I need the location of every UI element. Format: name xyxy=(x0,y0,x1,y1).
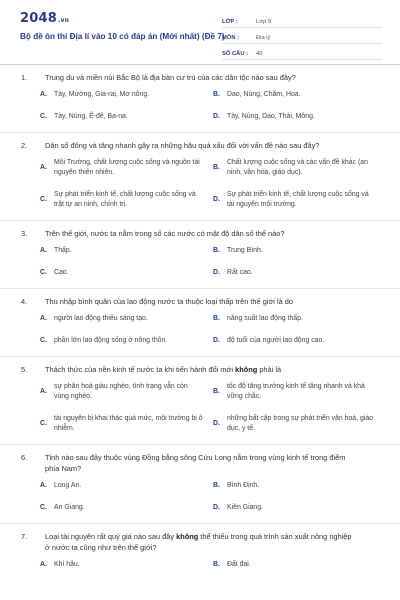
option-letter: C. xyxy=(40,420,47,427)
question-line xyxy=(0,364,400,375)
answer-option[interactable] xyxy=(40,336,213,346)
question-divider xyxy=(0,523,400,524)
answer-option[interactable] xyxy=(213,268,386,278)
meta-row-subject xyxy=(222,28,382,44)
answer-options xyxy=(40,560,400,570)
option-text: độ tuổi của người lao động cao. xyxy=(227,337,325,344)
option-text: Tày, Nùng, Ê-đê, Ba-na. xyxy=(54,113,128,120)
question-divider xyxy=(0,132,400,133)
option-text: người lao động thiếu sáng tạo. xyxy=(54,315,148,322)
meta-row-count xyxy=(222,44,382,60)
answer-option[interactable] xyxy=(40,158,213,178)
question-line xyxy=(0,452,400,474)
option-text: tốc độ tăng trưởng kinh tế tăng nhanh và khá vững chắc. xyxy=(227,383,365,400)
page-title: Bộ đề ôn thi Địa lí vào 10 có đáp án (Mới nhất) (Đề 7) xyxy=(20,32,225,41)
answer-option[interactable] xyxy=(213,246,386,256)
exam-meta xyxy=(222,12,382,60)
option-letter: A. xyxy=(40,164,47,171)
option-letter: D. xyxy=(213,504,220,511)
option-text: Trung Bình. xyxy=(227,247,263,254)
question-divider xyxy=(0,356,400,357)
question-line xyxy=(0,296,400,307)
meta-value: Lớp 9 xyxy=(256,19,272,25)
answer-option[interactable] xyxy=(40,503,213,513)
answer-option[interactable] xyxy=(40,560,213,570)
answer-options xyxy=(40,481,400,513)
question-text-part: phải là xyxy=(257,365,282,374)
option-letter: B. xyxy=(213,482,220,489)
answer-option[interactable] xyxy=(213,560,386,570)
option-text: Khí hậu. xyxy=(54,561,80,568)
question-number: 1. xyxy=(21,73,28,82)
answer-option[interactable] xyxy=(40,481,213,491)
option-text: An Giang. xyxy=(54,504,85,511)
answer-option[interactable] xyxy=(213,336,386,346)
answer-option[interactable] xyxy=(213,503,386,513)
option-text: Môi Trường, chất lượng cuộc sống và nguồn tài nguyên thiên nhiên. xyxy=(54,159,200,176)
question-text xyxy=(45,531,355,553)
option-text: phần lớn lao động sống ở nông thôn. xyxy=(54,337,168,344)
answer-option[interactable] xyxy=(213,481,386,491)
meta-label: SỐ CÂU : xyxy=(222,51,249,57)
option-text: những bất cập trong sự phát triển văn hoá, giáo dục, y tế. xyxy=(227,415,373,432)
answer-option[interactable] xyxy=(213,158,386,178)
logo-suffix: .vn xyxy=(57,17,70,24)
question-line xyxy=(0,140,400,151)
question-text-part: Thách thức của nền kinh tế nước ta khi tiến hành đổi mới xyxy=(45,365,236,374)
answer-option[interactable] xyxy=(213,414,386,434)
question-6 xyxy=(0,452,400,524)
question-text-part: thể thiếu trong quá trình sản xuất nông nghiệp ở nước ta cũng như trên thế giới? xyxy=(45,532,352,552)
answer-options xyxy=(40,314,400,346)
site-logo[interactable] xyxy=(20,11,69,26)
option-letter: B. xyxy=(213,315,220,322)
answer-option[interactable] xyxy=(40,112,213,122)
option-letter: A. xyxy=(40,91,47,98)
question-2 xyxy=(0,140,400,221)
option-text: Sự phát triển kinh tế, chất lượng cuộc sống và tài nguyên môi trường. xyxy=(227,191,369,208)
option-text: Tày, Nùng, Dao, Thái, Mông. xyxy=(227,113,315,120)
question-emphasis: không xyxy=(235,365,258,374)
question-4 xyxy=(0,296,400,357)
logo-text: 2048 xyxy=(20,11,57,26)
question-divider xyxy=(0,220,400,221)
question-line xyxy=(0,72,400,83)
option-letter: B. xyxy=(213,561,220,568)
question-3 xyxy=(0,228,400,289)
option-letter: A. xyxy=(40,482,47,489)
option-text: Cao. xyxy=(54,269,69,276)
option-letter: C. xyxy=(40,113,47,120)
meta-value: Địa lý xyxy=(256,35,271,41)
option-text: Chất lượng cuộc sống và các vấn đề khác (an ninh, văn hóa, giáo dục). xyxy=(227,159,368,176)
option-letter: D. xyxy=(213,113,220,120)
option-text: Sự phát triển kinh tế, chất lượng cuộc sống và trật tự an ninh, chính trị. xyxy=(54,191,196,208)
option-letter: D. xyxy=(213,196,220,203)
question-number: 4. xyxy=(21,297,28,306)
question-number: 6. xyxy=(21,453,28,462)
question-7 xyxy=(0,531,400,570)
header-divider xyxy=(0,64,400,65)
question-1 xyxy=(0,72,400,133)
option-text: Rất cao. xyxy=(227,269,253,276)
option-letter: A. xyxy=(40,388,47,395)
question-5 xyxy=(0,364,400,445)
meta-row-class xyxy=(222,12,382,28)
option-letter: A. xyxy=(40,561,47,568)
question-emphasis: không xyxy=(176,532,199,541)
option-text: Thấp. xyxy=(54,247,72,254)
answer-option[interactable] xyxy=(40,190,213,210)
answer-option[interactable] xyxy=(40,268,213,278)
option-letter: B. xyxy=(213,164,220,171)
question-text xyxy=(45,364,355,375)
meta-label: LỚP : xyxy=(222,19,238,25)
option-text: Dao, Nùng, Chăm, Hoa. xyxy=(227,91,301,98)
option-text: tài nguyên bị khai thác quá mức, môi trường bị ô nhiễm. xyxy=(54,415,203,432)
option-letter: D. xyxy=(213,420,220,427)
option-letter: A. xyxy=(40,247,47,254)
meta-label: MÔN : xyxy=(222,35,240,41)
option-letter: D. xyxy=(213,269,220,276)
option-letter: C. xyxy=(40,504,47,511)
answer-option[interactable] xyxy=(213,382,386,402)
answer-option[interactable] xyxy=(40,90,213,100)
answer-option[interactable] xyxy=(40,246,213,256)
option-letter: B. xyxy=(213,388,220,395)
question-line xyxy=(0,531,400,553)
answer-option[interactable] xyxy=(213,90,386,100)
answer-options xyxy=(40,246,400,278)
question-number: 7. xyxy=(21,532,28,541)
answer-option[interactable] xyxy=(40,314,213,324)
question-text: Dân số đông và tăng nhanh gây ra những hậu quả xấu đối với vấn đề nào sau đây? xyxy=(45,141,320,150)
option-letter: C. xyxy=(40,337,47,344)
question-list xyxy=(0,72,400,570)
answer-option[interactable] xyxy=(213,190,386,210)
answer-options xyxy=(40,158,400,210)
option-text: Long An. xyxy=(54,482,82,489)
question-number: 2. xyxy=(21,141,28,150)
answer-options xyxy=(40,382,400,434)
option-letter: B. xyxy=(213,91,220,98)
option-letter: B. xyxy=(213,247,220,254)
question-text-part: Loại tài nguyên rất quý giá nào sau đây xyxy=(45,532,177,541)
question-number: 3. xyxy=(21,229,28,238)
question-number: 5. xyxy=(21,365,28,374)
option-text: Đất đai. xyxy=(227,561,251,568)
answer-option[interactable] xyxy=(213,314,386,324)
question-text: Trên thế giới, nước ta nằm trong số các nước có mật độ dân số thế nào? xyxy=(45,229,285,238)
option-text: Tày, Mường, Gia-rai, Mơ nông. xyxy=(54,91,150,98)
answer-option[interactable] xyxy=(213,112,386,122)
answer-options xyxy=(40,90,400,122)
question-line xyxy=(0,228,400,239)
option-letter: D. xyxy=(213,337,220,344)
question-text: Tỉnh nào sau đây thuộc vùng Đồng bằng sông Cửu Long nằm trong vùng kinh tế trọng điểm phía Nam? xyxy=(45,453,346,473)
question-text: Trung du và miền núi Bắc Bộ là địa bàn cư trú của các dân tộc nào sau đây? xyxy=(45,73,296,82)
answer-option[interactable] xyxy=(40,414,213,434)
option-letter: C. xyxy=(40,196,47,203)
header xyxy=(0,0,400,62)
question-divider xyxy=(0,288,400,289)
question-divider xyxy=(0,444,400,445)
option-text: sự phân hoá giàu nghèo, tình trạng vẫn còn vùng nghèo. xyxy=(54,383,188,400)
answer-option[interactable] xyxy=(40,382,213,402)
meta-value: 40 xyxy=(256,51,263,57)
option-text: Kiên Giang. xyxy=(227,504,264,511)
option-letter: C. xyxy=(40,269,47,276)
question-text: Thu nhập bình quân của lao động nước ta thuộc loại thấp trên thế giới là do xyxy=(45,297,294,306)
option-letter: A. xyxy=(40,315,47,322)
option-text: Bình Định. xyxy=(227,482,260,489)
option-text: năng suất lao động thấp. xyxy=(227,315,303,322)
